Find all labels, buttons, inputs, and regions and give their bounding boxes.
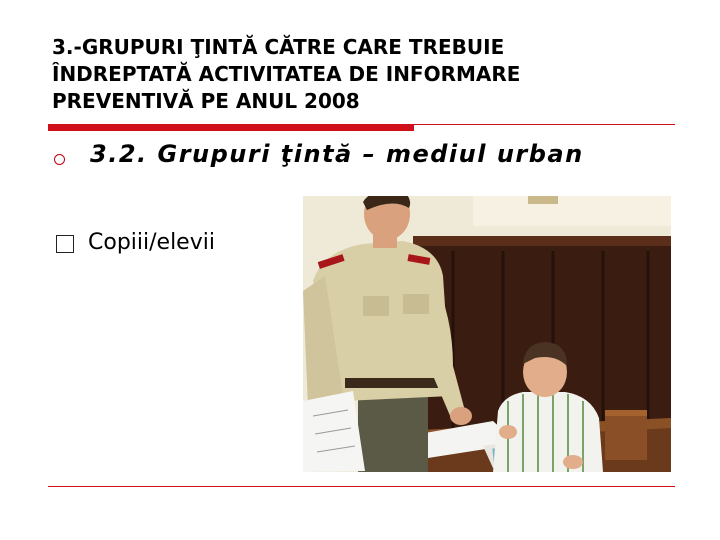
checkbox-square-bullet-icon: [56, 235, 74, 253]
title-underline-thin: [414, 124, 675, 125]
title-underline-thick: [48, 124, 414, 131]
slide-title-line-3: PREVENTIVĂ PE ANUL 2008: [52, 89, 360, 113]
hollow-circle-bullet-icon: [54, 154, 65, 165]
footer-rule: [48, 486, 675, 487]
slide-title-line-1: 3.-GRUPURI ŢINTĂ CĂTRE CARE TREBUIE: [52, 35, 505, 59]
slide-title-line-2: ÎNDREPTATĂ ACTIVITATEA DE INFORMARE: [52, 62, 521, 86]
classroom-photo: [303, 196, 671, 472]
subheading: 3.2. Grupuri ţintă – mediul urban: [90, 140, 584, 168]
list-item: Copiii/elevii: [88, 230, 215, 255]
slide-title: [52, 34, 692, 115]
